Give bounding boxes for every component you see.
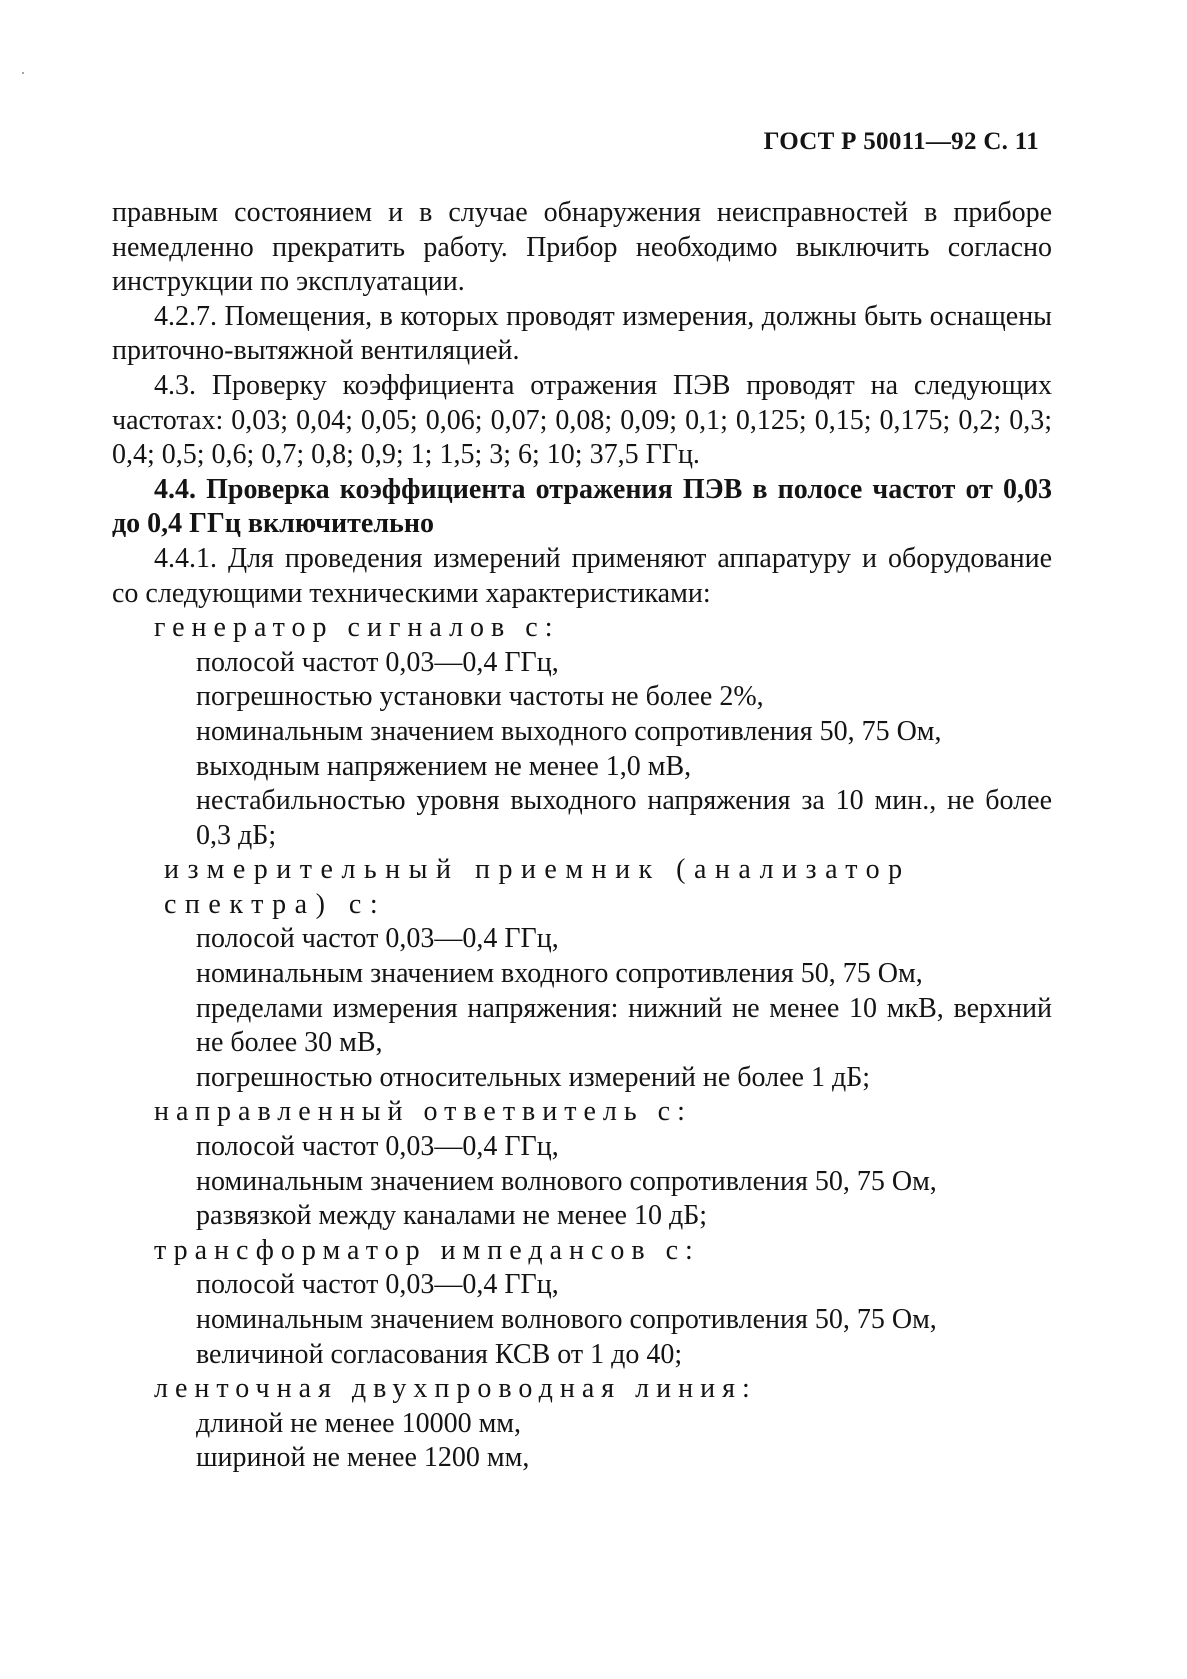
scan-speck xyxy=(22,72,24,74)
equipment-spec: величиной согласования КСВ от 1 до 40; xyxy=(196,1338,683,1370)
running-head: ГОСТ Р 50011—92 С. 11 xyxy=(763,128,1039,155)
equipment-spec: полосой частот 0,03—0,4 ГГц, xyxy=(196,1269,559,1301)
equipment-spec: пределами измерения напряжения: нижний не менее 10 мкВ, верхний не более 30 мВ, xyxy=(196,992,1052,1059)
equipment-name-receiver: измерительный приемник (анализатор спектра) с: xyxy=(164,854,911,920)
equipment-spec: длиной не менее 10000 мм, xyxy=(196,1407,522,1439)
equipment-spec: нестабильностью уровня выходного напряжения за 10 мин., не более 0,3 дБ; xyxy=(196,785,1052,851)
equipment-name-coupler: направленный ответвитель с: xyxy=(154,1096,692,1128)
equipment-spec: развязкой между каналами не менее 10 дБ; xyxy=(196,1200,708,1232)
equipment-spec: полосой частот 0,03—0,4 ГГц, xyxy=(196,923,559,955)
equipment-spec: номинальным значением выходного сопротивления 50, 75 Ом, xyxy=(196,715,942,747)
equipment-name-strip-line: ленточная двухпроводная линия: xyxy=(154,1373,757,1405)
equipment-spec: шириной не менее 1200 мм, xyxy=(196,1442,530,1474)
equipment-spec: номинальным значением волнового сопротивления 50, 75 Ом, xyxy=(196,1165,937,1197)
paragraph-4-3: 4.3. Проверку коэффициента отражения ПЭВ проводят на следующих частотах: 0,03; 0,04; 0,05; 0,06; 0,07; 0,08; 0,09; 0,1; 0,125; 0,15; 0,175; 0,2; 0,3; 0,4; 0,5; 0,6; 0,7; 0,8; 0,9; 1; 1,5; 3; 6; 10; 37,5 ГГц. xyxy=(112,369,1052,471)
equipment-name-transformer: трансформатор импедансов с: xyxy=(154,1234,700,1266)
equipment-spec: выходным напряжением не менее 1,0 мВ, xyxy=(196,750,692,782)
equipment-spec: погрешностью установки частоты не более 2%, xyxy=(196,681,764,713)
section-heading-4-4: 4.4. Проверка коэффициента отражения ПЭВ в полосе частот от 0,03 до 0,4 ГГц включительно xyxy=(112,473,1052,540)
equipment-spec: погрешностью относительных измерений не более 1 дБ; xyxy=(196,1061,871,1093)
equipment-spec: полосой частот 0,03—0,4 ГГц, xyxy=(196,1131,559,1163)
continuation-paragraph: правным состоянием и в случае обнаружения неисправностей в приборе немедленно прекратить работу. Прибор необходимо выключить согласно инструкции по эксплуатации. xyxy=(112,197,1052,298)
page-body xyxy=(112,196,1052,1476)
paragraph-4-2-7: 4.2.7. Помещения, в которых проводят измерения, должны быть оснащены приточно-вытяжной вентиляцией. xyxy=(112,300,1052,367)
equipment-name-generator: генератор сигналов с: xyxy=(154,612,560,644)
equipment-spec: номинальным значением волнового сопротивления 50, 75 Ом, xyxy=(196,1304,937,1335)
equipment-spec: полосой частот 0,03—0,4 ГГц, xyxy=(196,646,559,678)
paragraph-4-4-1: 4.4.1. Для проведения измерений применяют аппаратуру и оборудование со следующими техническими характеристиками: xyxy=(112,542,1052,609)
equipment-spec: номинальным значением входного сопротивления 50, 75 Ом, xyxy=(196,958,923,990)
